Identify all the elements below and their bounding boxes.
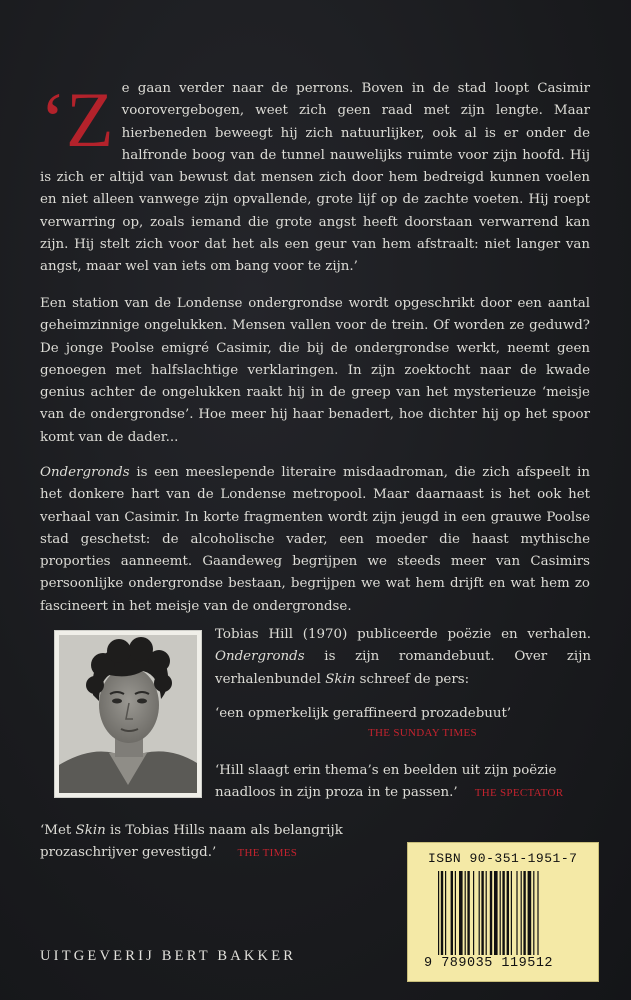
isbn-barcode (407, 842, 599, 982)
barcode-number: 9 789035 119512 (424, 956, 554, 971)
barcode-bar (445, 871, 446, 955)
barcode-bar (473, 871, 474, 955)
barcode-bar (523, 871, 525, 955)
book-title: Ondergronds (40, 465, 130, 480)
dropcap: ‘Z (40, 76, 114, 163)
barcode-bar (516, 871, 517, 955)
barcode-bar (441, 871, 443, 955)
barcode-bar (511, 871, 512, 955)
barcode-bar (467, 871, 469, 955)
barcode-bar (507, 871, 509, 955)
author-photo (54, 630, 202, 798)
barcode-bar (486, 871, 487, 955)
quote-source-3: THE TIMES (237, 847, 298, 860)
isbn-label: ISBN 90-351-1951-7 (428, 851, 578, 866)
barcode-bar (479, 871, 480, 955)
quote-source-2: THE SPECTATOR (474, 787, 564, 800)
barcode-bar (490, 871, 492, 955)
press-quote-3: ‘Met Skin is Tobias Hills naam als belangrijk prozaschrijver gevestigd.’ THE TIMES (40, 823, 343, 861)
barcode-bar (438, 871, 439, 955)
barcode-bar (500, 871, 501, 955)
excerpt-paragraph (40, 78, 590, 279)
barcode-bar (465, 871, 466, 955)
press-quote-2: ‘Hill slaagt erin thema’s en beelden uit zijn poëzie naadloos in zijn proza in te passen.’ THE SPECTATOR (215, 763, 564, 801)
press-quote-1: ‘een opmerkelijk geraffineerd prozadebuut’ (215, 706, 512, 721)
barcode-bar (494, 871, 498, 955)
barcode-bars (438, 871, 570, 955)
barcode-bar (451, 871, 453, 955)
barcode-bar (537, 871, 538, 955)
description-paragraph: Ondergronds is een meeslepende literaire misdaadroman, die zich afspeelt in het donkere hart van de Londense metropool. Maar daarnaast is het ook het verhaal van Casimir. In korte fragmenten wordt zijn jeugd in een grauwe Poolse stad geschetst: de alcoholische vader, een moeder die haast mythische proporties aanneemt. Gaandeweg begrijpen we steeds meer van Casimirs persoonlijke ondergrondse bestaan, begrijpen we wat hem drijft en wat hem zo fascineert in het meisje van de ondergrondse. (40, 465, 590, 614)
barcode-bar (533, 871, 534, 955)
author-portrait-image (59, 635, 197, 793)
quote-source-1: THE SUNDAY TIMES (368, 727, 477, 739)
synopsis-paragraph: Een station van de Londense ondergrondse wordt opgeschrikt door een aantal geheimzinnige ongelukken. Mensen vallen voor de trein. Of worden ze geduwd? De jonge Poolse emigré Casimir, die bij de ondergrondse werkt, neemt geen genoegen met halfslachtige verklaringen. In zijn zoektocht naar de kwade genius achter de ongelukken raakt hij in de greep van het mysterieuze ‘meisje van de ondergrondse’. Hoe meer hij haar benadert, hoe dichter hij op het spoor komt van de dader... (40, 296, 590, 445)
barcode-bar (521, 871, 522, 955)
author-bio: Tobias Hill (1970) publiceerde poëzie en verhalen. Ondergronds is zijn romandebuut. Over zijn verhalenbundel Skin schreef de pers: (215, 627, 591, 687)
barcode-bar (481, 871, 483, 955)
barcode-bar (459, 871, 463, 955)
publisher-name: UITGEVERIJ BERT BAKKER (40, 948, 297, 964)
barcode-bar (502, 871, 504, 955)
excerpt-text: e gaan verder naar de perrons. Boven in de stad loopt Casimir voorovergebogen, weet zich geen raad met zijn lengte. Maar hierbeneden beweegt hij zich natuurlijker, ook al is er onder de halfronde boog van de tunnel nauwelijks ruimte voor zijn hoofd. Hij is zich er altijd van bewust dat mensen zich door hem bedreigd kunnen voelen en niet alleen vanwege zijn opvallende, grote lijf op de zachte voeten. Hij roept verwarring op, zoals iemand die grote angst heeft doorstaan verwarrend kan zijn. Hij stelt zich voor dat het als een geur van hem afstraalt: niet langer van angst, maar wel van iets om bang voor te zijn.’ (40, 81, 590, 275)
barcode-bar (455, 871, 456, 955)
barcode-bar (528, 871, 532, 955)
